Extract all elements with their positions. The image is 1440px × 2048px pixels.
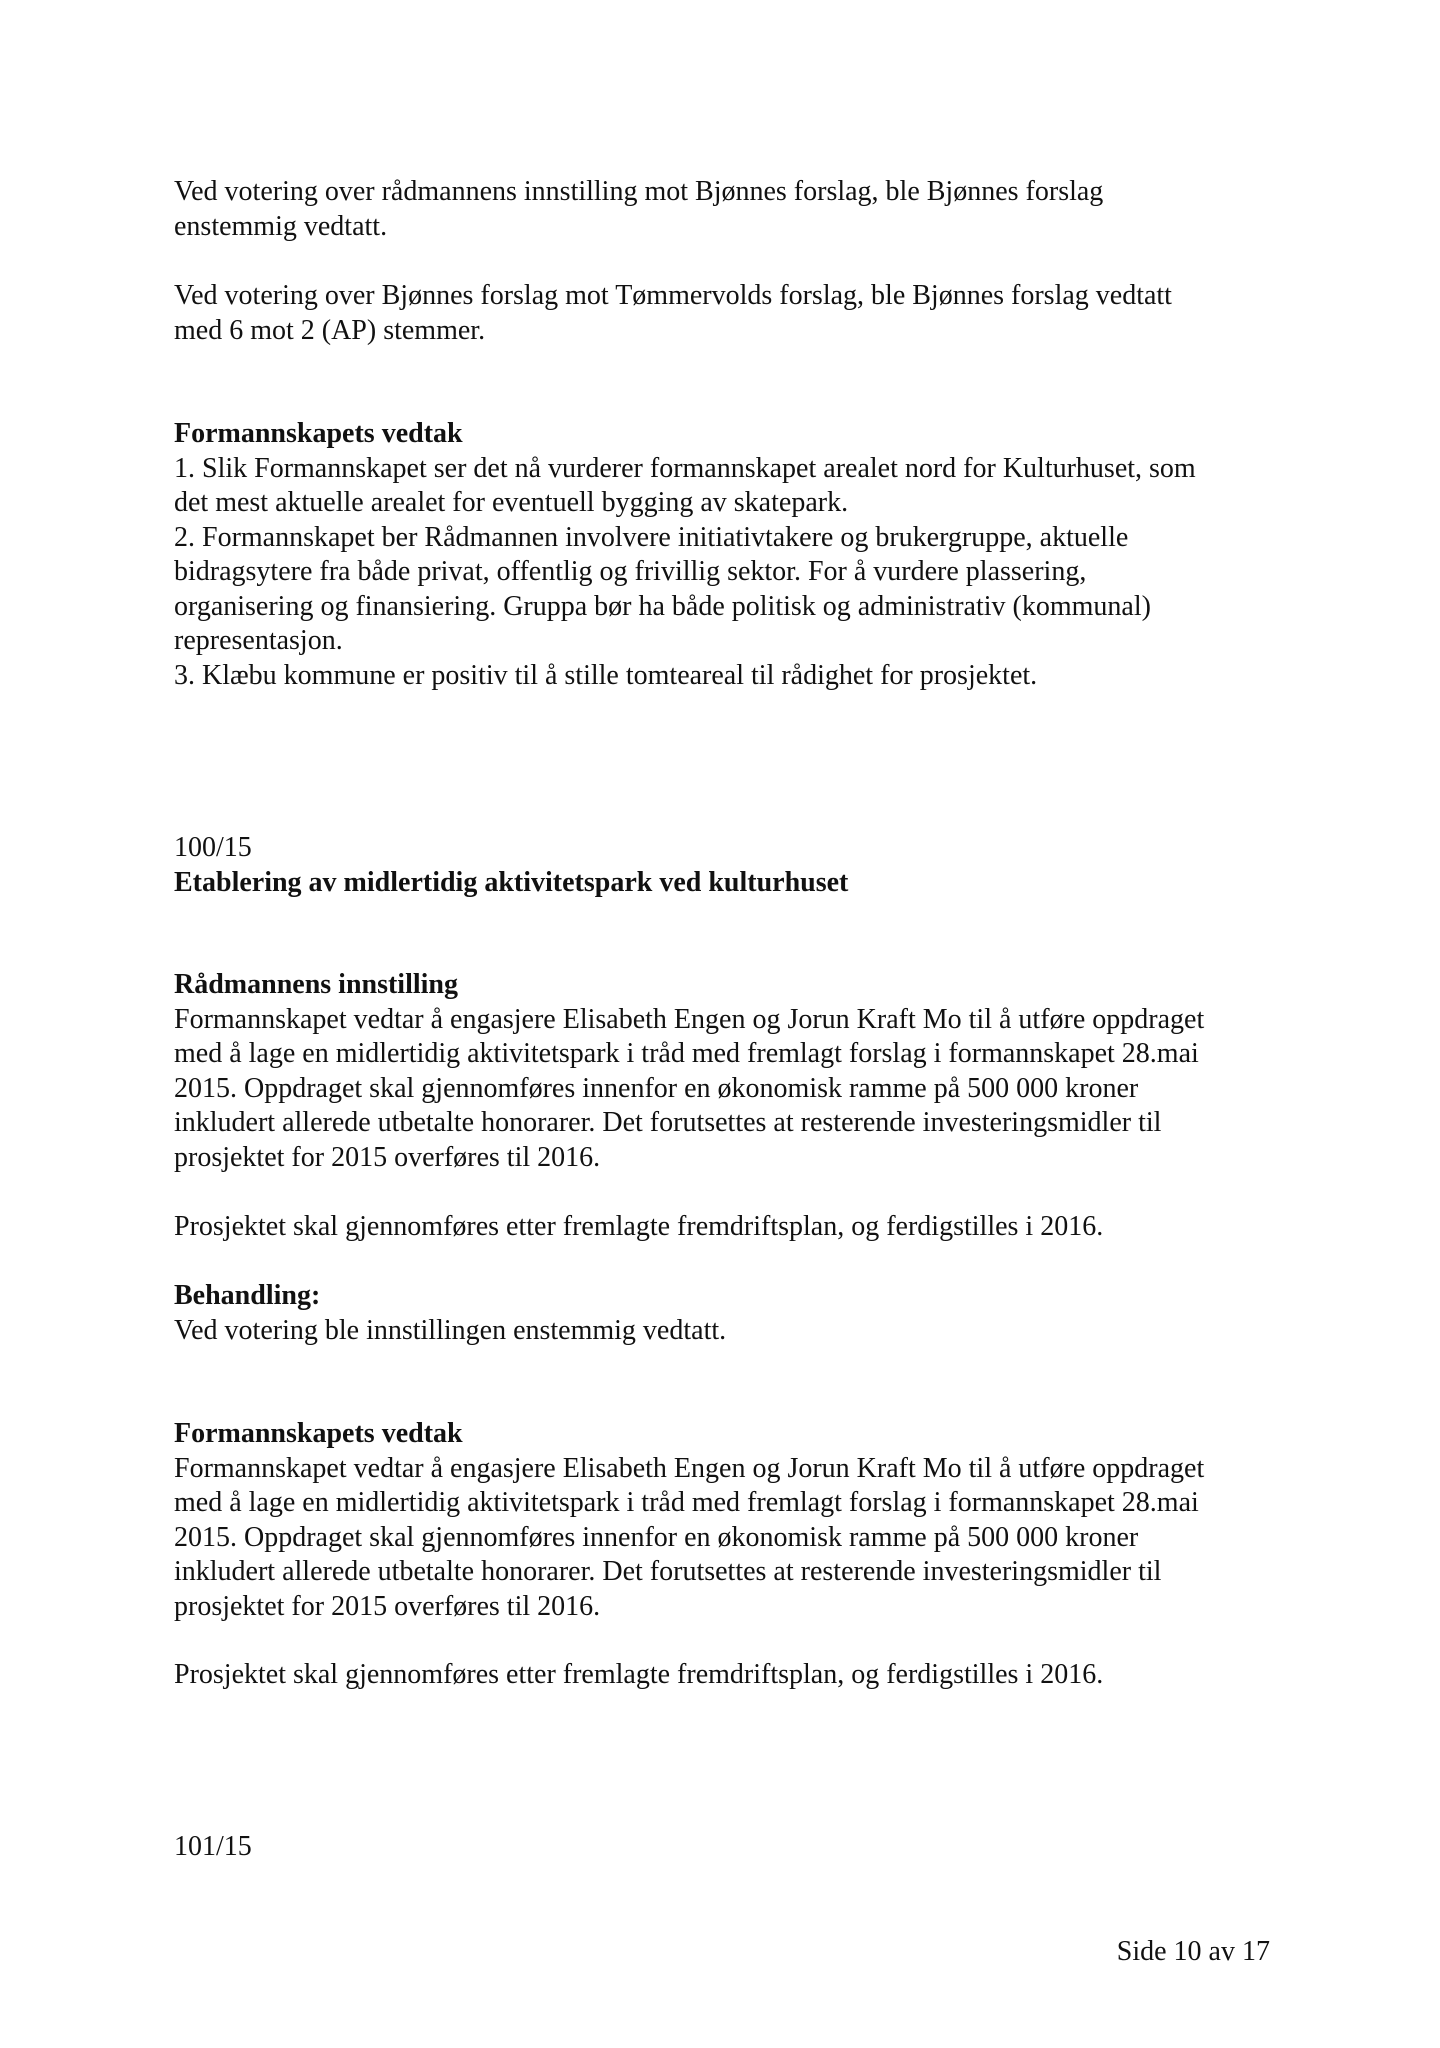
- recommendation-line: med å lage en midlertidig aktivitetspark i tråd med fremlagt forslag i formannskapet 28.mai: [174, 1038, 1199, 1069]
- decision-100-line: prosjektet for 2015 overføres til 2016.: [174, 1590, 601, 1622]
- decision-99-heading: Formannskapets vedtak: [174, 418, 463, 449]
- recommendation-section: [174, 968, 1274, 1175]
- treatment-text: Ved votering ble innstillingen enstemmig vedtatt.: [174, 1314, 727, 1346]
- decision-99-line: det mest aktuelle arealet for eventuell bygging av skatepark.: [174, 487, 849, 518]
- decision-99-line: 2. Formannskapet ber Rådmannen involvere initiativtakere og brukergruppe, aktuelle: [174, 521, 1129, 553]
- voting-paragraph-1: [174, 175, 1274, 244]
- voting-paragraph-2-line: med 6 mot 2 (AP) stemmer.: [174, 314, 486, 346]
- treatment-heading: Behandling:: [174, 1280, 321, 1311]
- recommendation-line: inkludert allerede utbetalte honorarer. Det forutsettes at resterende investeringsmidler til: [174, 1107, 1162, 1138]
- decision-100-paragraph-2: [174, 1658, 1274, 1693]
- recommendation-heading: Rådmannens innstilling: [174, 969, 458, 1000]
- decision-100-line: Formannskapet vedtar å engasjere Elisabeth Engen og Jorun Kraft Mo til å utføre oppdraget: [174, 1452, 1205, 1484]
- voting-paragraph-2-line: Ved votering over Bjønnes forslag mot Tømmervolds forslag, ble Bjønnes forslag vedtatt: [174, 280, 1172, 311]
- case-100-header: [174, 831, 1274, 900]
- decision-99-line: organisering og finansiering. Gruppa bør ha både politisk og administrativ (kommunal): [174, 590, 1151, 622]
- decision-100-section: [174, 1417, 1274, 1624]
- recommendation-p2-line: Prosjektet skal gjennomføres etter fremlagte fremdriftsplan, og ferdigstilles i 2016.: [174, 1211, 1104, 1242]
- recommendation-paragraph-2: [174, 1210, 1274, 1245]
- decision-99-section: [174, 417, 1274, 693]
- page-number: Side 10 av 17: [1116, 1936, 1270, 1967]
- decision-100-line: 2015. Oppdraget skal gjennomføres innenfor en økonomisk ramme på 500 000 kroner: [174, 1521, 1139, 1553]
- decision-99-line: 3. Klæbu kommune er positiv til å stille tomteareal til rådighet for prosjektet.: [174, 659, 1038, 691]
- decision-99-line: bidragsytere fra både privat, offentlig og frivillig sektor. For å vurdere plassering,: [174, 556, 1087, 587]
- decision-100-line: med å lage en midlertidig aktivitetspark i tråd med fremlagt forslag i formannskapet 28.mai: [174, 1487, 1199, 1518]
- recommendation-line: prosjektet for 2015 overføres til 2016.: [174, 1141, 601, 1173]
- decision-100-heading: Formannskapets vedtak: [174, 1418, 463, 1449]
- case-101-header: [174, 1830, 1274, 1865]
- voting-paragraph-1-line: Ved votering over rådmannens innstilling mot Bjønnes forslag, ble Bjønnes forslag: [174, 176, 1104, 207]
- treatment-section: [174, 1279, 1274, 1348]
- decision-99-line: representasjon.: [174, 625, 343, 656]
- case-number: 101/15: [174, 1831, 252, 1862]
- decision-99-line: 1. Slik Formannskapet ser det nå vurderer formannskapet arealet nord for Kulturhuset, som: [174, 452, 1196, 484]
- case-title: Etablering av midlertidig aktivitetspark ved kulturhuset: [174, 866, 849, 898]
- voting-paragraph-2: [174, 279, 1274, 348]
- decision-100-p2-line: Prosjektet skal gjennomføres etter fremlagte fremdriftsplan, og ferdigstilles i 2016.: [174, 1659, 1104, 1690]
- recommendation-line: 2015. Oppdraget skal gjennomføres innenfor en økonomisk ramme på 500 000 kroner: [174, 1072, 1139, 1104]
- decision-100-line: inkludert allerede utbetalte honorarer. Det forutsettes at resterende investeringsmidler til: [174, 1556, 1162, 1587]
- voting-paragraph-1-line: enstemmig vedtatt.: [174, 210, 388, 242]
- recommendation-line: Formannskapet vedtar å engasjere Elisabeth Engen og Jorun Kraft Mo til å utføre oppdraget: [174, 1003, 1205, 1035]
- case-number: 100/15: [174, 832, 252, 863]
